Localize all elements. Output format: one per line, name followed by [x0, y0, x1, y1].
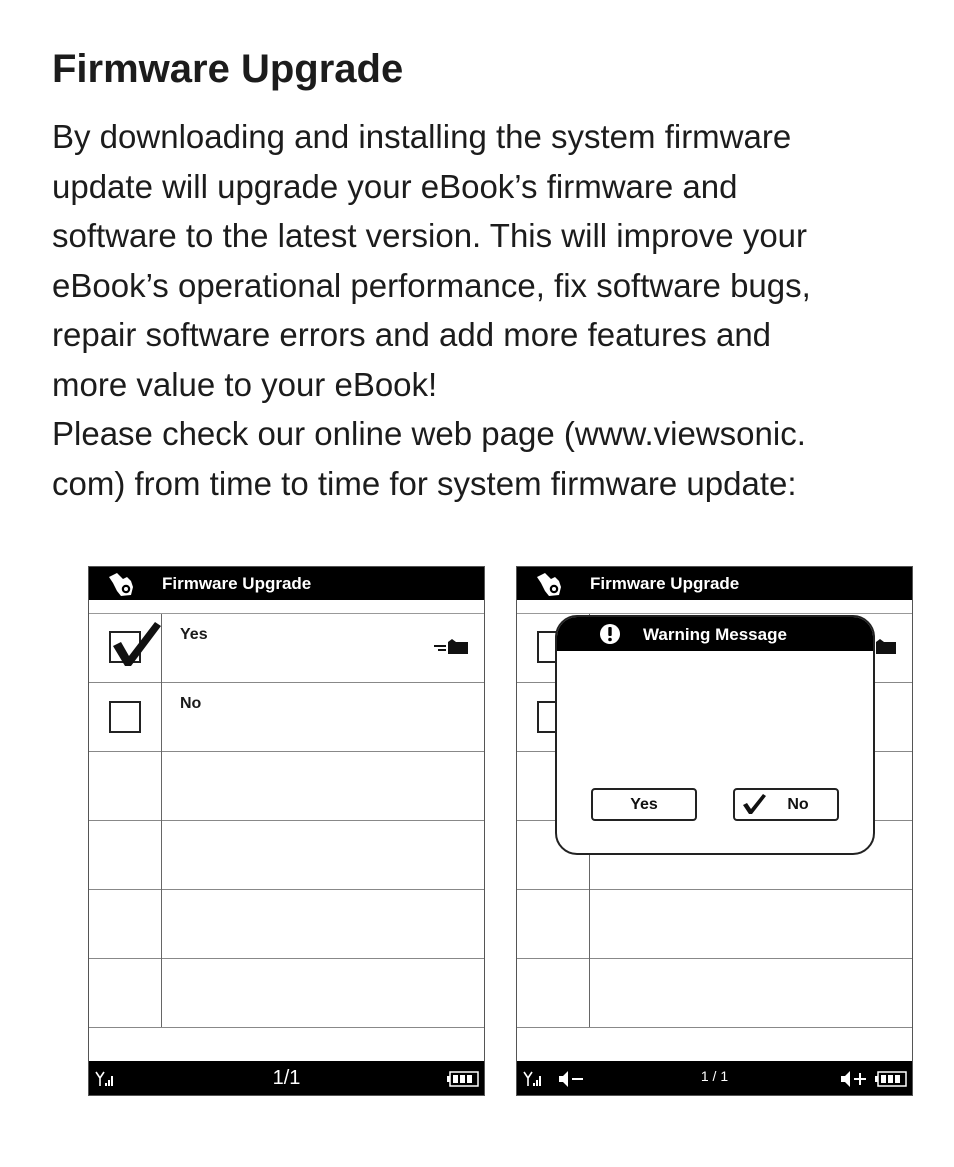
body-line: Please check our online web page (www.viewsonic.	[52, 415, 806, 452]
list-item-empty	[89, 890, 484, 959]
battery-icon	[875, 1071, 907, 1087]
page-indicator: 1/1	[272, 1067, 301, 1089]
dialog-header	[557, 617, 873, 651]
screen-title: Firmware Upgrade	[162, 574, 312, 593]
status-bar	[517, 1061, 912, 1095]
checkmark-icon	[741, 793, 767, 815]
body-line: By downloading and installing the system firmware	[52, 118, 792, 155]
list-item-empty	[89, 959, 484, 1028]
device-screen-warning	[516, 566, 913, 1096]
no-button[interactable]	[733, 788, 839, 821]
dialog-title: Warning Message	[643, 625, 787, 644]
column-divider	[161, 614, 162, 1027]
list-item-empty	[517, 890, 912, 959]
body-line: repair software errors and add more features and	[52, 316, 772, 353]
page-indicator: 1 / 1	[700, 1068, 729, 1084]
screen-title-bar	[89, 567, 484, 600]
list-item-empty	[517, 959, 912, 1028]
document-body	[52, 112, 932, 508]
status-bar	[89, 1061, 484, 1095]
document-title: Firmware Upgrade	[52, 47, 404, 91]
list-item-empty	[89, 821, 484, 890]
option-row-no[interactable]	[89, 683, 484, 752]
body-line: com) from time to time for system firmware update:	[52, 464, 797, 502]
option-label: Yes	[180, 626, 208, 643]
hand-logo-icon	[535, 569, 569, 599]
body-line: update will upgrade your eBook’s firmware and	[52, 167, 738, 205]
body-line: eBook’s operational performance, fix software bugs,	[52, 266, 811, 304]
warning-dialog	[555, 615, 875, 855]
screen-title-bar	[517, 567, 912, 600]
body-line: more value to your eBook!	[52, 365, 438, 403]
list-item-empty	[89, 752, 484, 821]
device-screen-options	[88, 566, 485, 1096]
checkbox-no[interactable]	[109, 701, 141, 733]
battery-icon	[447, 1071, 479, 1087]
checkmark-icon	[107, 620, 165, 668]
hand-logo-icon	[107, 569, 141, 599]
screen-title: Firmware Upgrade	[590, 574, 740, 593]
yes-button[interactable]: Yes	[591, 788, 697, 821]
volume-up-icon[interactable]	[839, 1069, 869, 1089]
option-row-yes[interactable]	[89, 614, 484, 683]
no-button-label: No	[787, 796, 809, 813]
body-line: software to the latest version. This will improve your	[52, 217, 808, 254]
option-label: No	[180, 695, 202, 712]
pointing-hand-icon	[434, 638, 470, 656]
exclamation-icon	[599, 623, 621, 645]
